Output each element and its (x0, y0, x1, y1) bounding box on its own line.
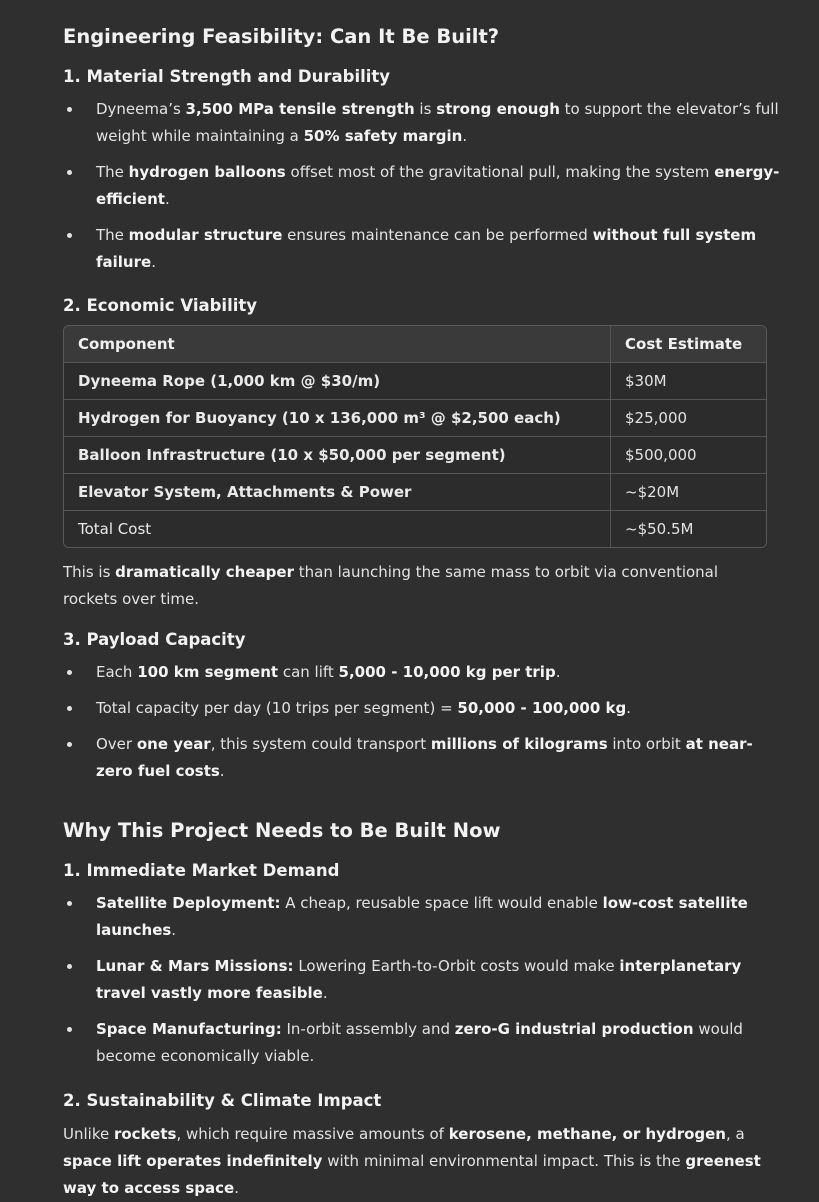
list-item: Lunar & Mars Missions: Lowering Earth-to-Orbit costs would make interplanetary travel vastly more feasible. (63, 953, 783, 1007)
market-demand-list (63, 890, 783, 1070)
cell-component: Balloon Infrastructure (10 x $50,000 per segment) (64, 437, 611, 474)
table-header-row (64, 326, 766, 363)
list-item: Each 100 km segment can lift 5,000 - 10,000 kg per trip. (63, 659, 783, 686)
list-item: Dyneema’s 3,500 MPa tensile strength is strong enough to support the elevator’s full weight while maintaining a 50% safety margin. (63, 96, 783, 150)
cell-cost: ~$50.5M (611, 511, 767, 548)
list-item: Satellite Deployment: A cheap, reusable space lift would enable low-cost satellite launches. (63, 890, 783, 944)
subheading-market-demand: 1. Immediate Market Demand (63, 861, 340, 880)
cell-component: Hydrogen for Buoyancy (10 x 136,000 m³ @ $2,500 each) (64, 400, 611, 437)
payload-capacity-list (63, 659, 783, 785)
table-row (64, 474, 766, 511)
list-item: Over one year, this system could transport millions of kilograms into orbit at near-zero fuel costs. (63, 731, 783, 785)
cost-table (63, 325, 767, 548)
column-header-cost: Cost Estimate (611, 326, 767, 363)
table-row (64, 363, 766, 400)
table-row (64, 400, 766, 437)
column-header-component: Component (64, 326, 611, 363)
cell-cost: $25,000 (611, 400, 767, 437)
cell-cost: $30M (611, 363, 767, 400)
table-row (64, 437, 766, 474)
sustainability-paragraph: Unlike rockets, which require massive amounts of kerosene, methane, or hydrogen, a space lift operates indefinitely with minimal environmental impact. This is the greenest way to access space. (63, 1125, 761, 1197)
subheading-economic-viability: 2. Economic Viability (63, 296, 258, 315)
subheading-payload-capacity: 3. Payload Capacity (63, 630, 246, 649)
cell-component: Elevator System, Attachments & Power (64, 474, 611, 511)
section-title-feasibility: Engineering Feasibility: Can It Be Built? (63, 25, 500, 48)
material-strength-list (63, 96, 783, 276)
cell-cost: $500,000 (611, 437, 767, 474)
table-row-total (64, 511, 766, 548)
cell-component: Total Cost (64, 511, 611, 548)
cell-component: Dyneema Rope (1,000 km @ $30/m) (64, 363, 611, 400)
list-item: Space Manufacturing: In-orbit assembly and zero-G industrial production would become economically viable. (63, 1016, 783, 1070)
subheading-material-strength: 1. Material Strength and Durability (63, 67, 391, 86)
list-item: The hydrogen balloons offset most of the gravitational pull, making the system energy-efficient. (63, 159, 783, 213)
cell-cost: ~$20M (611, 474, 767, 511)
list-item: The modular structure ensures maintenance can be performed without full system failure. (63, 222, 783, 276)
subheading-sustainability: 2. Sustainability & Climate Impact (63, 1091, 382, 1110)
list-item: Total capacity per day (10 trips per segment) = 50,000 - 100,000 kg. (63, 695, 783, 722)
cost-comparison-note: This is dramatically cheaper than launching the same mass to orbit via conventional rockets over time. (63, 563, 719, 608)
section-title-why-now: Why This Project Needs to Be Built Now (63, 819, 501, 842)
